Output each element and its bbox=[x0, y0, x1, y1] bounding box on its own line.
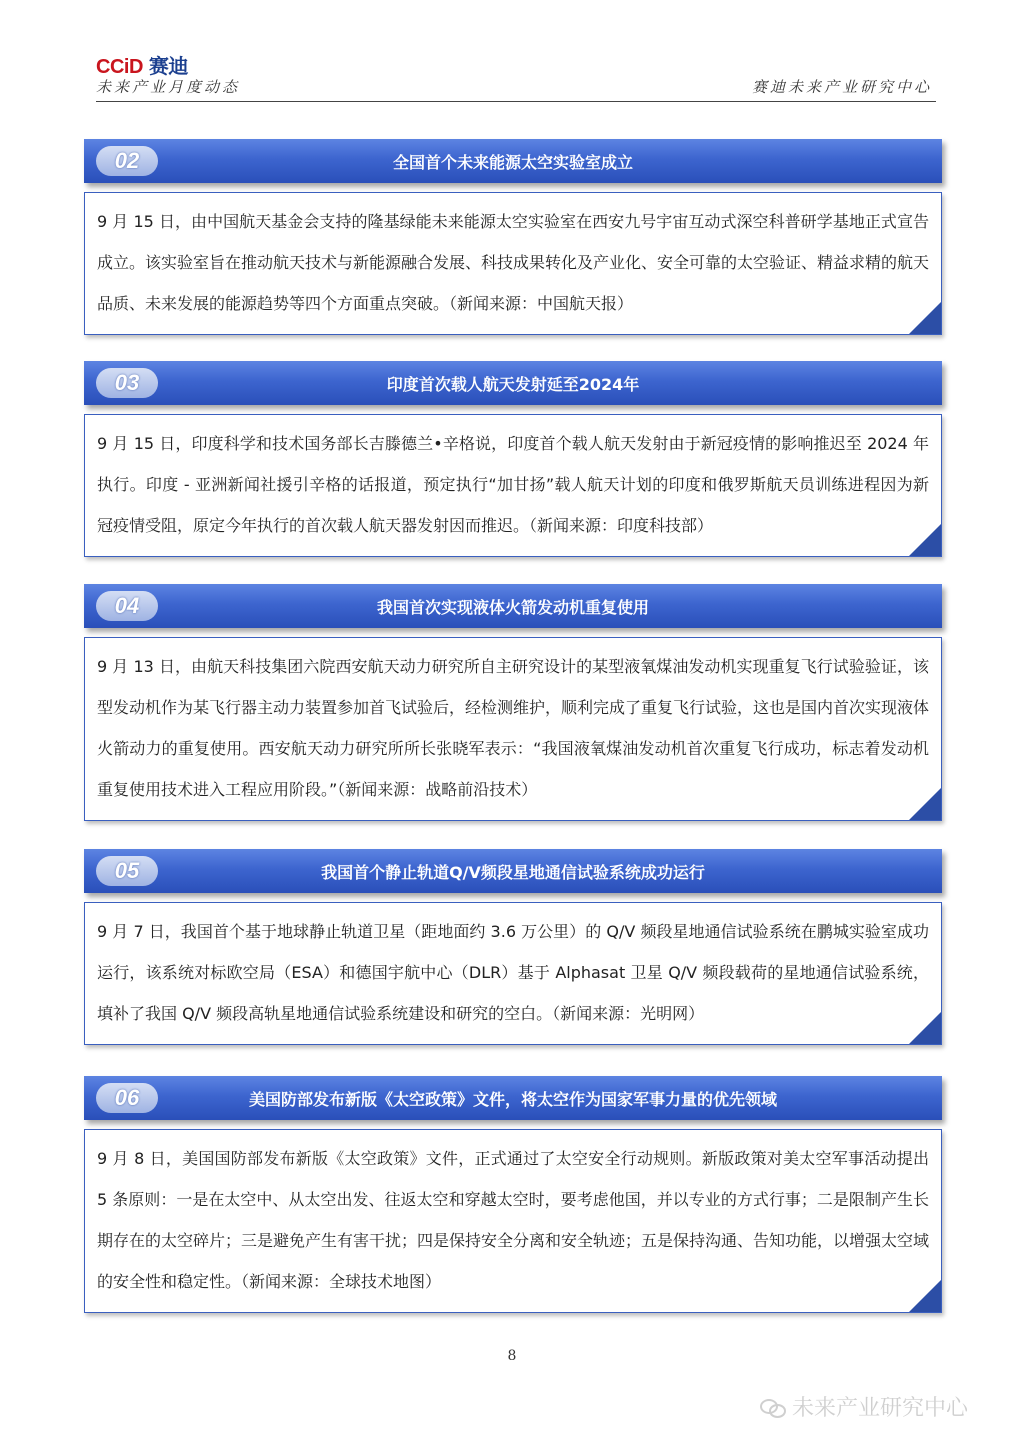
page-header bbox=[96, 46, 936, 128]
section-body: 9 月 15 日，由中国航天基金会支持的隆基绿能未来能源太空实验室在西安九号宇宙互动式深空科普研学基地正式宣告成立。该实验室旨在推动航天技术与新能源融合发展、科技成果转化及产业化、安全可靠的太空验证、精益求精的航天品质、未来发展的能源趋势等四个方面重点突破。（新闻来源：中国航天报） bbox=[97, 212, 930, 313]
logo-cn-text: 赛迪 bbox=[148, 54, 188, 78]
section-body: 9 月 13 日，由航天科技集团六院西安航天动力研究所自主研究设计的某型液氧煤油发动机实现重复飞行试验验证，该型发动机作为某飞行器主动力装置参加首飞试验后，经检测维护，顺利完成了重复飞行试验，这也是国内首次实现液体火箭动力的重复使用。西安航天动力研究所所长张晓军表示：“我国液氧煤油发动机首次重复飞行成功，标志着发动机重复使用技术进入工程应用阶段。”（新闻来源：战略前沿技术） bbox=[97, 657, 930, 799]
corner-decoration bbox=[909, 524, 941, 556]
section-title: 我国首次实现液体火箭发动机重复使用 bbox=[376, 597, 649, 617]
news-section-03 bbox=[84, 361, 942, 557]
header-divider bbox=[96, 101, 936, 102]
wechat-icon bbox=[760, 1397, 786, 1417]
section-banner bbox=[84, 139, 942, 183]
section-body-box bbox=[84, 192, 942, 335]
section-title: 美国防部发布新版《太空政策》文件，将太空作为国家军事力量的优先领域 bbox=[248, 1089, 777, 1109]
section-body: 9 月 8 日，美国国防部发布新版《太空政策》文件，正式通过了太空安全行动规则。新版政策对美太空军事活动提出 5 条原则：一是在太空中、从太空出发、往返太空和穿越太空时，要考虑他国，并以专业的方式行事；二是限制产生长期存在的太空碎片；三是避免产生有害干扰；四是保持安全分离和安全轨迹；五是保持沟通、告知功能，以增强太空域的安全性和稳定性。（新闻来源：全球技术地图） bbox=[97, 1149, 930, 1291]
logo-ccid-text: CCiD bbox=[96, 56, 143, 78]
watermark bbox=[760, 1391, 968, 1422]
organization-title: 赛迪未来产业研究中心 bbox=[751, 78, 932, 96]
corner-decoration bbox=[909, 1280, 941, 1312]
section-number: 06 bbox=[96, 1083, 158, 1113]
section-body-box bbox=[84, 902, 942, 1045]
ccid-logo bbox=[96, 50, 188, 79]
section-title: 印度首次载人航天发射延至2024年 bbox=[386, 374, 640, 394]
publication-title: 未来产业月度动态 bbox=[96, 78, 241, 96]
section-banner bbox=[84, 849, 942, 893]
section-number: 05 bbox=[96, 856, 158, 886]
section-banner bbox=[84, 361, 942, 405]
news-section-05 bbox=[84, 849, 942, 1045]
section-title: 全国首个未来能源太空实验室成立 bbox=[392, 152, 633, 172]
section-number: 02 bbox=[96, 146, 158, 176]
section-banner bbox=[84, 1076, 942, 1120]
page-number: 8 bbox=[507, 1348, 517, 1364]
corner-decoration bbox=[909, 1012, 941, 1044]
news-section-04 bbox=[84, 584, 942, 821]
section-body-box bbox=[84, 1129, 942, 1313]
corner-decoration bbox=[909, 302, 941, 334]
corner-decoration bbox=[909, 788, 941, 820]
news-section-02 bbox=[84, 139, 942, 335]
section-body-box bbox=[84, 637, 942, 821]
section-banner bbox=[84, 584, 942, 628]
section-body: 9 月 7 日，我国首个基于地球静止轨道卫星（距地面约 3.6 万公里）的 Q/V 频段星地通信试验系统在鹏城实验室成功运行，该系统对标欧空局（ESA）和德国宇航中心（DLR）基于 Alphasat 卫星 Q/V 频段载荷的星地通信试验系统，填补了我国 Q/V 频段高轨星地通信试验系统建设和研究的空白。（新闻来源：光明网） bbox=[97, 922, 929, 1023]
section-number: 04 bbox=[96, 591, 158, 621]
section-number: 03 bbox=[96, 368, 158, 398]
section-title: 我国首个静止轨道Q/V频段星地通信试验系统成功运行 bbox=[321, 862, 705, 882]
section-body-box bbox=[84, 414, 942, 557]
section-body: 9 月 15 日，印度科学和技术国务部长吉滕德兰•辛格说，印度首个载人航天发射由于新冠疫情的影响推迟至 2024 年执行。印度 - 亚洲新闻社援引辛格的话报道，预定执行“加甘扬”载人航天计划的印度和俄罗斯航天员训练进程因为新冠疫情受阻，原定今年执行的首次载人航天器发射因而推迟。（新闻来源：印度科技部） bbox=[97, 434, 929, 535]
watermark-text: 未来产业研究中心 bbox=[792, 1396, 969, 1421]
news-section-06 bbox=[84, 1076, 942, 1313]
